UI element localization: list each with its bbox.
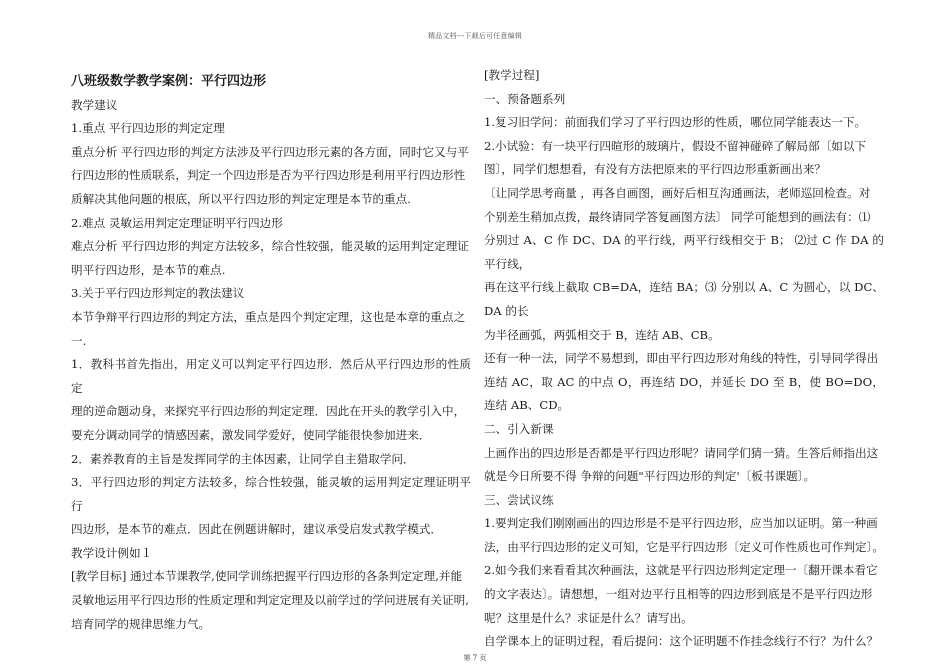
page-number: 第 7 页 xyxy=(463,654,487,662)
left-text-lines xyxy=(71,94,471,637)
text-line: 法，由平行四边形的定义可知，它是平行四边形〔定义可作性质也可作判定〕。 xyxy=(484,539,884,554)
text-line: 3．平行四边形的判定方法较多，综合性较强，能灵敏的运用判定定理证明平行 xyxy=(71,475,471,513)
text-line: 还有一种一法，同学不易想到，即由平行四边形对角线的特性，引导同学得出 xyxy=(484,351,879,366)
text-line: 三、尝试议练 xyxy=(484,492,554,507)
text-line: 分别过 A、C 作 DC、DA 的平行线，两平行线相交于 B； ⑵过 C 作 DA 的平行线， xyxy=(484,233,884,271)
text-line: 图〕，同学们想想看，有没有方法把原来的平行四边形重新画出来？ xyxy=(484,162,827,177)
text-line: 质解决其他问题的根底，所以平行四边形的判定定理是本节的重点. xyxy=(71,191,411,206)
text-line: 呢？这里是什么？求证是什么？请写出。 xyxy=(484,610,693,625)
text-line: 四边形，是本节的难点．因此在例题讲解时，建议承受启发式教学模式． xyxy=(71,522,443,537)
text-line: 再在这平行线上截取 CB=DA，连结 BA；⑶ 分别以 A、C 为圆心，以 DC、DA 的长 xyxy=(484,280,884,318)
text-line: 就是今日所要不得 争辩的问题"平行四边形的判定'〔板书课题〕。 xyxy=(484,469,816,484)
text-line: 一、预备题系列 xyxy=(484,91,566,106)
text-line: 2.小试验：有一块平行四暄形的玻璃片，假设不留神碰碎了解局部〔如以下 xyxy=(484,138,867,153)
text-line: 一. xyxy=(71,333,87,348)
text-line: 自学课本上的证明过程，看后提问：这个证明题不作挂念线行不行？为什么？ xyxy=(484,634,879,649)
text-line: 灵敏地运用平行四边形的性质定理和判定定理及以前学过的学问进展有关证明, xyxy=(71,593,469,608)
text-line: [教学目标] 通过本节课教学,使同学训练把握平行四边形的各条判定定理,并能 xyxy=(71,569,463,584)
right-column xyxy=(484,64,884,654)
text-line: 1.重点 平行四边形的判定定理 xyxy=(71,121,225,136)
document-title: 八班级数学教学案例：平行四边形 xyxy=(71,74,267,89)
text-line: 3.关于平行四边形判定的教法建议 xyxy=(71,286,245,301)
right-text-lines xyxy=(484,64,884,654)
page-header: 精品文档---下载后可任意编辑 xyxy=(427,32,523,40)
text-line: 理的逆命题动身，来探究平行四边形的判定定理．因此在开头的教学引入中， xyxy=(71,404,466,419)
text-line: 本节争辩平行四边形的判定方法，重点是四个判定定理，这也是本章的重点之 xyxy=(71,309,466,324)
text-line: 2.如今我们来看看其次种画法，这就是平行四边形判定定理一〔翻开课本看它 xyxy=(484,563,878,578)
text-line: 个别差生稍加点拨，最终请同学答复画图方法〕 同学可能想到的画法有：⑴ xyxy=(484,209,871,224)
text-line: 2.难点 灵敏运用判定定理证明平行四边形 xyxy=(71,215,283,230)
text-line: 1．教科书首先指出，用定义可以判定平行四边形．然后从平行四边形的性质定 xyxy=(71,357,471,395)
text-line: 连结 AC，取 AC 的中点 O，再连结 DO，并延长 DO 至 B，使 BO=DO，连结 AB、CD。 xyxy=(484,374,884,413)
text-line: 2．素养教育的主旨是发挥同学的主体因素，让同学自主猎取学问． xyxy=(71,451,415,466)
text-line: 〔让同学思考商量 ，再各自画图，画好后相互沟通画法，老师巡回检查。对 xyxy=(484,185,871,200)
text-line: 行四边形的性质联系，判定一个四边形是否为平行四边形是利用平行四边形性 xyxy=(71,168,466,183)
text-line: 上画作出的四边形是否都是平行四边形呢？请同学们猜一猜。生答后师指出这 xyxy=(484,445,879,460)
text-line: 为半径画弧，两弧相交于 B，连结 AB、CB。 xyxy=(484,327,720,342)
text-line: [教学过程] xyxy=(484,68,540,82)
text-line: 明平行四边形，是本节的难点. xyxy=(71,262,226,277)
text-line: 二、引入新课 xyxy=(484,421,554,436)
text-line: 教学建议 xyxy=(71,97,118,112)
text-line: 难点分析 平行四边形的判定方法较多，综合性较强，能灵敏的运用判定定理证 xyxy=(71,239,469,254)
text-line: 1.要判定我们刚刚画出的四边形是不是平行四边形，应当加以证明。第一种画 xyxy=(484,516,878,531)
left-column xyxy=(71,70,471,636)
text-line: 1.复习旧学问：前面我们学习了平行四边形的性质，哪位同学能表达一下。 xyxy=(484,115,867,130)
text-line: 教学设计例如１ xyxy=(71,545,153,560)
text-line: 重点分析 平行四边形的判定方法涉及平行四边形元素的各方面，同时它又与平 xyxy=(71,144,469,159)
text-line: 培育同学的规律思维力气。 xyxy=(71,616,211,631)
text-line: 的文字表达〕。请想想，一组对边平行且相等的四边形到底是不是平行四边形 xyxy=(484,587,873,602)
text-line: 要充分调动同学的情感因素，激发同学爱好，使同学能很快参加进来． xyxy=(71,427,431,442)
